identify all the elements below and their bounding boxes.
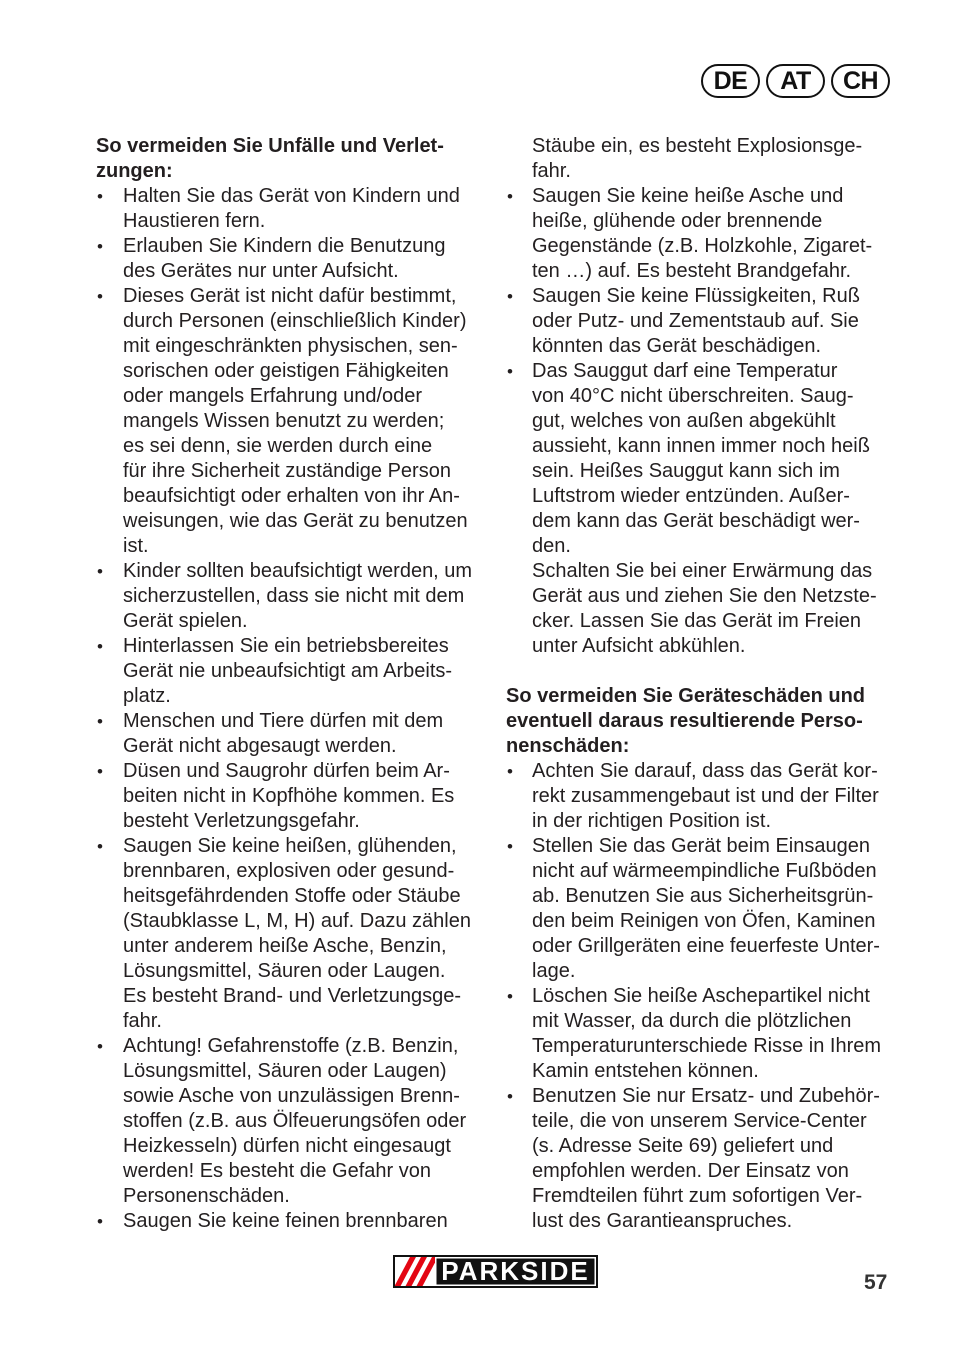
- text-line: So vermeiden Sie Geräteschäden und: [506, 685, 866, 707]
- logo-stripes: [395, 1257, 435, 1286]
- bullet-item: [506, 184, 898, 284]
- safety-list-accident-prevention-continued: [506, 184, 898, 559]
- bullet-marker: •: [507, 287, 513, 306]
- text-line: nenschäden:: [506, 735, 630, 757]
- text-line: nicht auf wärmeempindliche Fußböden: [532, 860, 877, 882]
- text-line: lust des Garantieanspruches.: [532, 1210, 793, 1232]
- country-badge-ch: CH: [831, 64, 890, 98]
- bullet-item: [506, 359, 898, 559]
- bullet-item: [506, 834, 898, 984]
- text-line: Löschen Sie heiße Aschepartikel nicht: [532, 985, 870, 1007]
- text-line: mit Wasser, da durch die plötzlichen: [532, 1010, 852, 1032]
- left-column: [96, 134, 488, 1234]
- text-line: sorischen oder geistigen Fähigkeiten: [123, 360, 449, 382]
- bullet-item: [96, 759, 488, 834]
- text-line: aussieht, kann innen immer noch heiß: [532, 435, 870, 457]
- text-line: den.: [532, 535, 571, 557]
- bullet-item: [96, 634, 488, 709]
- text-line: sowie Asche von unzulässigen Brenn-: [123, 1085, 460, 1107]
- right-column: [506, 134, 898, 1234]
- text-line: den beim Reinigen von Öfen, Kaminen: [532, 910, 876, 932]
- continued-bullet-text: [506, 134, 898, 184]
- bullet-marker: •: [507, 987, 513, 1006]
- text-line: Haustieren fern.: [123, 210, 266, 232]
- text-line: könnten das Gerät beschädigen.: [532, 335, 822, 357]
- text-line: Schalten Sie bei einer Erwärmung das: [532, 560, 873, 582]
- section-heading-device-damage: [506, 684, 898, 759]
- text-line: mit eingeschränkten physischen, sen-: [123, 335, 458, 357]
- text-line: sein. Heißes Sauggut kann sich im: [532, 460, 840, 482]
- bullet-marker: •: [97, 562, 103, 581]
- bullet-item: [506, 1084, 898, 1234]
- bullet-marker: •: [97, 1212, 103, 1231]
- safety-list-accident-prevention: [96, 184, 488, 1234]
- bullet-marker: •: [97, 187, 103, 206]
- bullet-item: [506, 284, 898, 359]
- text-line: durch Personen (einschließlich Kinder): [123, 310, 467, 332]
- bullet-marker: •: [507, 837, 513, 856]
- text-line: zungen:: [96, 160, 173, 182]
- cooling-instruction-paragraph: [506, 559, 898, 659]
- text-line: dem kann das Gerät beschädigt wer-: [532, 510, 860, 532]
- text-line: beiten nicht in Kopfhöhe kommen. Es: [123, 785, 455, 807]
- safety-list-device-damage: [506, 759, 898, 1234]
- text-line: Erlauben Sie Kindern die Benutzung: [123, 235, 446, 257]
- text-line: Benutzen Sie nur Ersatz- und Zubehör-: [532, 1085, 880, 1107]
- bullet-item: [96, 834, 488, 1034]
- country-badge-at: AT: [766, 64, 825, 98]
- bullet-marker: •: [97, 1037, 103, 1056]
- text-line: in der richtigen Position ist.: [532, 810, 772, 832]
- text-line: mangels Wissen benutzt zu werden;: [123, 410, 445, 432]
- text-line: Achtung! Gefahrenstoffe (z.B. Benzin,: [123, 1035, 459, 1057]
- bullet-marker: •: [97, 837, 103, 856]
- text-line: Hinterlassen Sie ein betriebsbereites: [123, 635, 449, 657]
- text-line: Lösungsmittel, Säuren oder Laugen.: [123, 960, 446, 982]
- text-line: werden! Es besteht die Gefahr von: [123, 1160, 431, 1182]
- text-line: (Staubklasse L, M, H) auf. Dazu zählen: [123, 910, 471, 932]
- text-line: Das Sauggut darf eine Temperatur: [532, 360, 838, 382]
- text-line: Saugen Sie keine heiße Asche und: [532, 185, 844, 207]
- text-line: oder Grillgeräten eine feuerfeste Unter-: [532, 935, 880, 957]
- section-heading-accident-prevention: [96, 134, 488, 184]
- bullet-marker: •: [97, 637, 103, 656]
- text-line: So vermeiden Sie Unfälle und Verlet-: [96, 135, 444, 157]
- bullet-item: [96, 284, 488, 559]
- text-line: für ihre Sicherheit zuständige Person: [123, 460, 451, 482]
- parkside-logo: [393, 1255, 598, 1288]
- country-badge-de: DE: [701, 64, 760, 98]
- text-line: empfohlen werden. Der Einsatz von: [532, 1160, 849, 1182]
- text-line: rekt zusammengebaut ist und der Filter: [532, 785, 879, 807]
- bullet-marker: •: [507, 762, 513, 781]
- text-line: Saugen Sie keine feinen brennbaren: [123, 1210, 448, 1232]
- text-line: Gerät spielen.: [123, 610, 248, 632]
- text-line: besteht Verletzungsgefahr.: [123, 810, 360, 832]
- bullet-item: [96, 559, 488, 634]
- text-line: Gegenstände (z.B. Holzkohle, Zigaret-: [532, 235, 873, 257]
- text-line: unter Aufsicht abkühlen.: [532, 635, 746, 657]
- text-line: ab. Benutzen Sie aus Sicherheitsgrün-: [532, 885, 874, 907]
- text-line: ten …) auf. Es besteht Brandgefahr.: [532, 260, 852, 282]
- text-line: gut, welches von außen abgekühlt: [532, 410, 836, 432]
- text-line: oder mangels Erfahrung und/oder: [123, 385, 423, 407]
- bullet-item: [96, 1209, 488, 1234]
- bullet-marker: •: [97, 237, 103, 256]
- bullet-marker: •: [507, 187, 513, 206]
- text-line: Lösungsmittel, Säuren oder Laugen): [123, 1060, 447, 1082]
- bullet-marker: •: [97, 762, 103, 781]
- text-line: Gerät aus und ziehen Sie den Netzste-: [532, 585, 877, 607]
- text-line: Es besteht Brand- und Verletzungsge-: [123, 985, 461, 1007]
- text-line: von 40°C nicht überschreiten. Saug-: [532, 385, 854, 407]
- text-line: Luftstrom wieder entzünden. Außer-: [532, 485, 850, 507]
- text-line: teile, die von unserem Service-Center: [532, 1110, 867, 1132]
- text-line: Achten Sie darauf, dass das Gerät kor-: [532, 760, 878, 782]
- text-line: heitsgefährdenden Stoffe oder Stäube: [123, 885, 461, 907]
- text-line: lage.: [532, 960, 576, 982]
- bullet-item: [96, 1034, 488, 1209]
- text-line: oder Putz- und Zementstaub auf. Sie: [532, 310, 859, 332]
- text-line: Temperaturunterschiede Risse in Ihrem: [532, 1035, 882, 1057]
- text-line: Düsen und Saugrohr dürfen beim Ar-: [123, 760, 450, 782]
- bullet-item: [506, 759, 898, 834]
- text-line: eventuell daraus resultierende Perso-: [506, 710, 863, 732]
- text-line: ist.: [123, 535, 149, 557]
- text-line: Kinder sollten beaufsichtigt werden, um: [123, 560, 473, 582]
- bullet-marker: •: [507, 362, 513, 381]
- text-line: Kamin entstehen können.: [532, 1060, 759, 1082]
- text-line: (s. Adresse Seite 69) geliefert und: [532, 1135, 834, 1157]
- text-line: fahr.: [532, 160, 571, 182]
- bullet-item: [96, 184, 488, 234]
- bullet-item: [96, 709, 488, 759]
- text-line: Stellen Sie das Gerät beim Einsaugen: [532, 835, 870, 857]
- text-line: unter anderem heiße Asche, Benzin,: [123, 935, 447, 957]
- text-line: stoffen (z.B. aus Ölfeuerungsöfen oder: [123, 1110, 467, 1132]
- text-line: heiße, glühende oder brennende: [532, 210, 823, 232]
- text-line: Saugen Sie keine heißen, glühenden,: [123, 835, 457, 857]
- text-line: Dieses Gerät ist nicht dafür bestimmt,: [123, 285, 457, 307]
- text-line: es sei denn, sie werden durch eine: [123, 435, 433, 457]
- bullet-marker: •: [507, 1087, 513, 1106]
- text-line: beaufsichtigt oder erhalten von ihr An-: [123, 485, 460, 507]
- text-line: Gerät nie unbeaufsichtigt am Arbeits-: [123, 660, 453, 682]
- text-line: sicherzustellen, dass sie nicht mit dem: [123, 585, 465, 607]
- text-line: platz.: [123, 685, 171, 707]
- bullet-item: [96, 234, 488, 284]
- country-badges: [701, 64, 890, 98]
- text-line: Fremdteilen führt zum sofortigen Ver-: [532, 1185, 863, 1207]
- text-line: cker. Lassen Sie das Gerät im Freien: [532, 610, 862, 632]
- text-line: Personenschäden.: [123, 1185, 290, 1207]
- text-line: Halten Sie das Gerät von Kindern und: [123, 185, 460, 207]
- text-line: fahr.: [123, 1010, 162, 1032]
- text-line: Saugen Sie keine Flüssigkeiten, Ruß: [532, 285, 860, 307]
- text-line: brennbaren, explosiven oder gesund-: [123, 860, 455, 882]
- text-line: weisungen, wie das Gerät zu benutzen: [123, 510, 468, 532]
- text-line: des Gerätes nur unter Aufsicht.: [123, 260, 399, 282]
- text-line: Gerät nicht abgesaugt werden.: [123, 735, 397, 757]
- bullet-marker: •: [97, 712, 103, 731]
- logo-wordmark: PARKSIDE: [435, 1257, 596, 1286]
- text-line: Heizkesseln) dürfen nicht eingesaugt: [123, 1135, 451, 1157]
- bullet-item: [506, 984, 898, 1084]
- page-number: 57: [864, 1271, 888, 1294]
- text-line: Stäube ein, es besteht Explosionsge-: [532, 135, 863, 157]
- text-line: Menschen und Tiere dürfen mit dem: [123, 710, 444, 732]
- bullet-marker: •: [97, 287, 103, 306]
